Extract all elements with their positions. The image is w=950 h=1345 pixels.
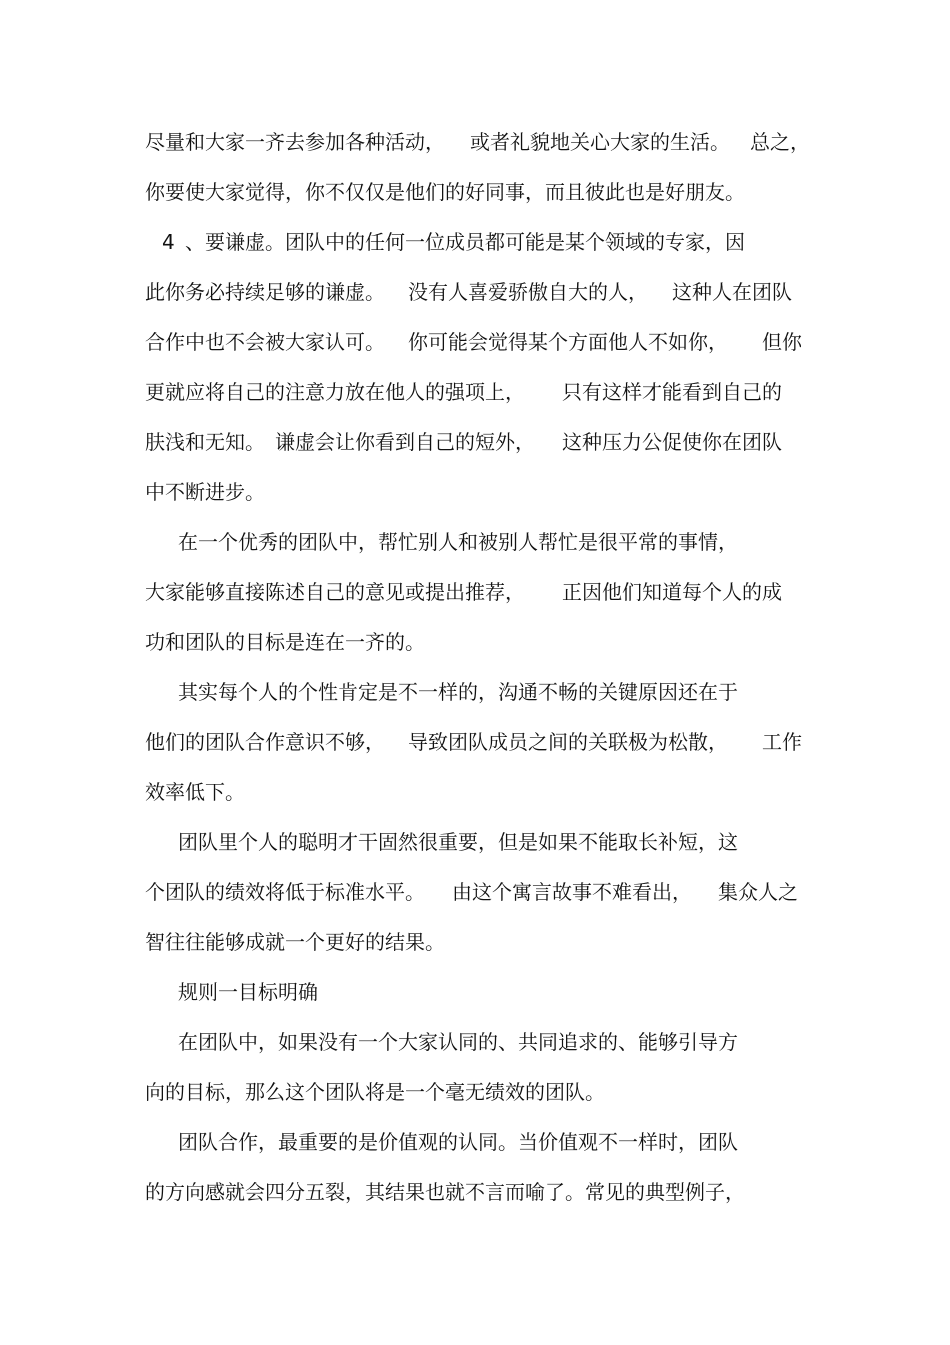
text-segment: 没有人喜爱骄傲自大的人，: [408, 280, 648, 304]
text-segment: 团队合作，最重要的是价值观的认同。当价值观不一样时，团队: [178, 1130, 738, 1154]
text-segment: 团队里个人的聪明才干固然很重要，但是如果不能取长补短，这: [178, 830, 738, 854]
list-number: 4: [162, 230, 175, 254]
text-segment: 或者礼貌地关心大家的生活。: [470, 130, 730, 154]
text-segment: 尽量和大家一齐去参加各种活动，: [145, 130, 445, 154]
text-segment: 规则一目标明确: [178, 980, 318, 1004]
text-segment: 由这个寓言故事不难看出，: [452, 880, 692, 904]
text-segment: 的方向感就会四分五裂，其结果也就不言而喻了。常见的典型例子，: [145, 1180, 745, 1204]
text-segment: 更就应将自己的注意力放在他人的强项上，: [145, 380, 525, 404]
text-segment: 这种压力公促使你在团队: [562, 430, 782, 454]
text-segment: 个团队的绩效将低于标准水平。: [145, 880, 425, 904]
text-segment: 集众人之: [718, 880, 798, 904]
text-segment: 你可能会觉得某个方面他人不如你，: [408, 330, 728, 354]
text-segment: 正因他们知道每个人的成: [562, 580, 782, 604]
text-segment: 这种人在团队: [672, 280, 792, 304]
text-segment: 效率低下。: [145, 780, 245, 804]
text-segment: 但你: [762, 330, 802, 354]
text-segment: 导致团队成员之间的关联极为松散，: [408, 730, 728, 754]
text-segment: 合作中也不会被大家认可。: [145, 330, 385, 354]
text-segment: 大家能够直接陈述自己的意见或提出推荐，: [145, 580, 525, 604]
text-segment: 肤浅和无知。: [145, 430, 265, 454]
text-segment: 此你务必持续足够的谦虚。: [145, 280, 385, 304]
text-segment: 智往往能够成就一个更好的结果。: [145, 930, 445, 954]
text-segment: 、要谦虚。团队中的任何一位成员都可能是某个领域的专家，因: [185, 230, 745, 254]
text-segment: 谦虚会让你看到自己的短外，: [275, 430, 535, 454]
text-segment: 你要使大家觉得，你不仅仅是他们的好同事，而且彼此也是好朋友。: [145, 180, 745, 204]
text-segment: 其实每个人的个性肯定是不一样的，沟通不畅的关键原因还在于: [178, 680, 738, 704]
text-segment: 向的目标，那么这个团队将是一个毫无绩效的团队。: [145, 1080, 605, 1104]
text-segment: 工作: [762, 730, 802, 754]
text-segment: 中不断进步。: [145, 480, 265, 504]
text-segment: 他们的团队合作意识不够，: [145, 730, 385, 754]
text-segment: 只有这样才能看到自己的: [562, 380, 782, 404]
text-segment: 总之，: [750, 130, 810, 154]
text-segment: 在团队中，如果没有一个大家认同的、共同追求的、能够引导方: [178, 1030, 738, 1054]
text-segment: 在一个优秀的团队中，帮忙别人和被别人帮忙是很平常的事情，: [178, 530, 738, 554]
text-segment: 功和团队的目标是连在一齐的。: [145, 630, 425, 654]
